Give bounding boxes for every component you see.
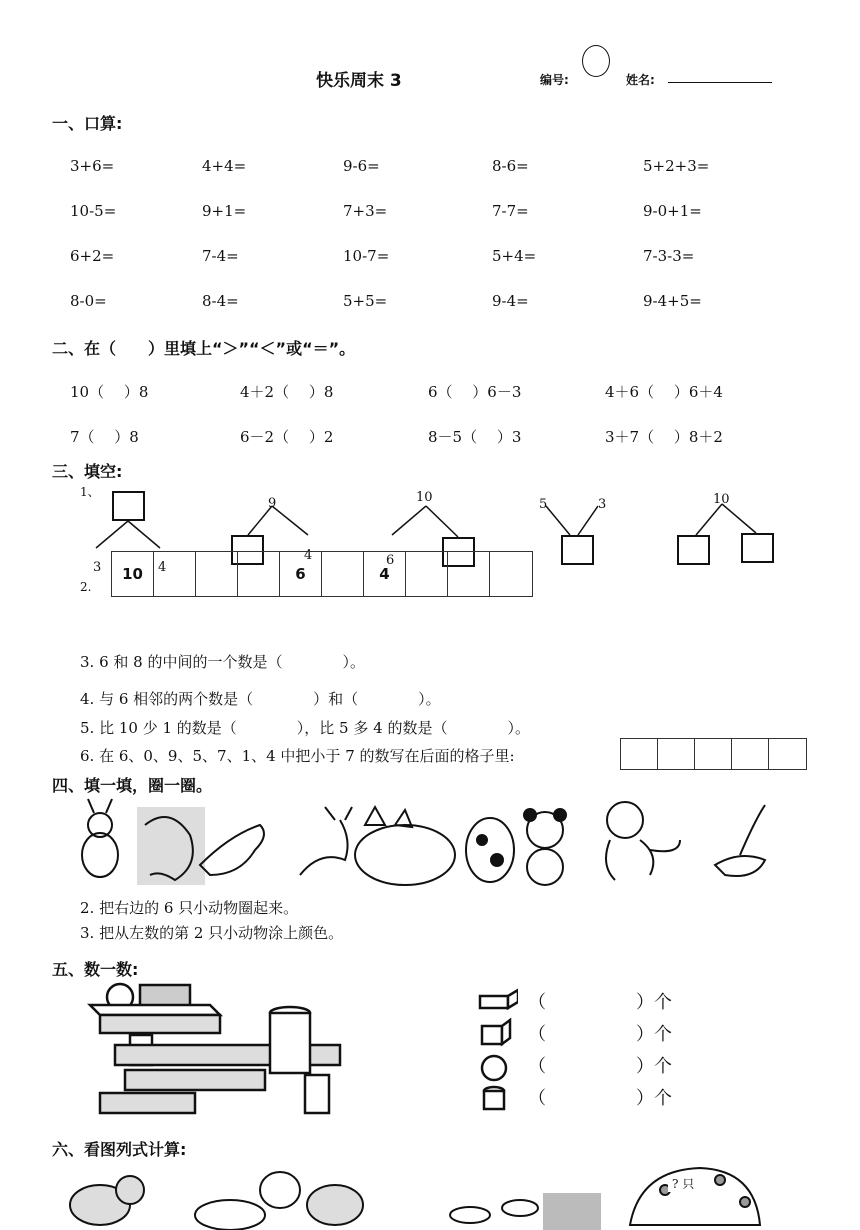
tree-5-top: 10 [713,492,730,507]
cuboid-icon [480,990,518,1008]
sequence-cell[interactable] [490,552,532,596]
q1-label: 1、 [80,485,100,499]
q6-answer-grid [620,738,807,770]
cylinder-icon [484,1087,504,1109]
dog-icon [466,818,514,882]
sequence-cell[interactable] [238,552,280,596]
tree-4-left: 5 [539,497,548,512]
monkey-icon [606,802,680,880]
bird-group-icon [450,1193,601,1230]
tree-3-left: 6 [386,553,395,568]
sequence-cell[interactable]: 10 [112,552,154,596]
math-problem[interactable]: 8-0= [70,292,107,310]
math-problem[interactable]: 9-0+1= [643,202,702,220]
compare-problem[interactable]: 6（ ）6－3 [428,383,522,401]
count-answer[interactable]: （ ）个 [528,1024,672,1045]
fill-q5: 5. 比 10 少 1 的数是（ ），比 5 多 4 的数是（ ）。 [80,719,530,737]
count-answer[interactable]: （ ）个 [528,992,672,1013]
sequence-cell[interactable] [322,552,364,596]
answer-cell[interactable] [769,739,806,769]
answer-cell[interactable] [732,739,769,769]
id-label: 编号: [540,73,569,87]
math-problem[interactable]: 9-4+5= [643,292,702,310]
tree-1-left: 3 [93,560,102,575]
math-problem[interactable]: 3+6= [70,157,115,175]
block-structure [80,975,380,1120]
id-circle[interactable] [582,45,610,77]
sequence-cell[interactable]: 6 [280,552,322,596]
tree-1-top-box[interactable] [112,491,145,521]
math-problem[interactable]: 9+1= [202,202,247,220]
compare-problem[interactable]: 3＋7（ ）8＋2 [605,428,723,446]
math-problem[interactable]: 7+3= [343,202,388,220]
tree-3-top: 10 [416,490,433,505]
cube-icon [482,1020,510,1044]
count-answer[interactable]: （ ）个 [528,1056,672,1077]
compare-problem[interactable]: 7（ ）8 [70,428,139,446]
math-problem[interactable]: 4+4= [202,157,247,175]
math-problem[interactable]: 8-4= [202,292,239,310]
fill-q3: 3. 6 和 8 的中间的一个数是（ ）。 [80,653,365,671]
math-problem[interactable]: 10-5= [70,202,117,220]
ball-icon [482,1056,506,1080]
compare-problem[interactable]: 8－5（ ）3 [428,428,522,446]
sequence-cell[interactable] [196,552,238,596]
chick-icon [70,1176,144,1225]
name-field[interactable] [668,82,772,83]
sequence-cell[interactable] [406,552,448,596]
mushroom-sign: ? 只 [668,1175,698,1192]
sequence-cell[interactable]: 4 [364,552,406,596]
math-problem[interactable]: 7-4= [202,247,239,265]
math-problem[interactable]: 7-7= [492,202,529,220]
math-problem[interactable]: 5+2+3= [643,157,710,175]
deer-icon [300,807,352,875]
fill-q4: 4. 与 6 相邻的两个数是（ ）和（ ）。 [80,690,441,708]
animal-row [0,795,860,895]
fill-q6: 6. 在 6、0、9、5、7、1、4 中把小于 7 的数写在后面的格子里: [80,747,515,765]
animal-q3: 3. 把从左数的第 2 只小动物涂上颜色。 [80,924,344,942]
math-problem[interactable]: 5+4= [492,247,537,265]
tree-4-right: 3 [598,497,607,512]
compare-problem[interactable]: 4＋2（ ）8 [240,383,334,401]
section-3-heading: 三、填空: [52,462,123,481]
pigeon-icon [200,825,264,875]
name-label: 姓名: [626,73,655,87]
section-4-heading: 四、填一填，圈一圈。 [52,776,213,795]
page-title: 快乐周末 3 [316,71,402,91]
answer-cell[interactable] [621,739,658,769]
compare-problem[interactable]: 6－2（ ）2 [240,428,334,446]
math-problem[interactable]: 10-7= [343,247,390,265]
math-problem[interactable]: 6+2= [70,247,115,265]
count-icons [478,988,518,1118]
tree-4-bottom-box[interactable] [561,535,594,565]
compare-problem[interactable]: 4＋6（ ）6＋4 [605,383,723,401]
sequence-cell[interactable] [154,552,196,596]
tree-2-right: 4 [304,548,313,563]
answer-cell[interactable] [695,739,732,769]
sequence-grid [111,551,533,597]
math-problem[interactable]: 9-6= [343,157,380,175]
math-problem[interactable]: 5+5= [343,292,388,310]
compare-problem[interactable]: 10（ ）8 [70,383,149,401]
q2-label: 2. [80,580,92,594]
section-1-heading: 一、口算: [52,114,123,133]
math-problem[interactable]: 9-4= [492,292,529,310]
section-2-heading: 二、在（ ）里填上“＞”“＜”或“＝”。 [52,339,356,358]
tree-5-left-box[interactable] [677,535,710,565]
tree-5-right-box[interactable] [741,533,774,563]
panda-icon [524,809,566,885]
section-6-heading: 六、看图列式计算: [52,1140,187,1159]
count-answer[interactable]: （ ）个 [528,1088,672,1109]
math-problem[interactable]: 7-3-3= [643,247,695,265]
answer-cell[interactable] [658,739,695,769]
sequence-cell[interactable] [448,552,490,596]
chick-group-icon [195,1172,363,1230]
bird-icon [715,805,765,876]
tree-1-right: 4 [158,560,167,575]
cat-icon [355,807,455,885]
math-problem[interactable]: 8-6= [492,157,529,175]
animal-q2: 2. 把右边的 6 只小动物圈起来。 [80,899,299,917]
picture-problem [0,1160,860,1230]
dolphin-icon [137,807,205,885]
section-5-heading: 五、数一数: [52,960,139,979]
tree-2-top: 9 [268,496,277,511]
rabbit-icon [82,799,118,877]
